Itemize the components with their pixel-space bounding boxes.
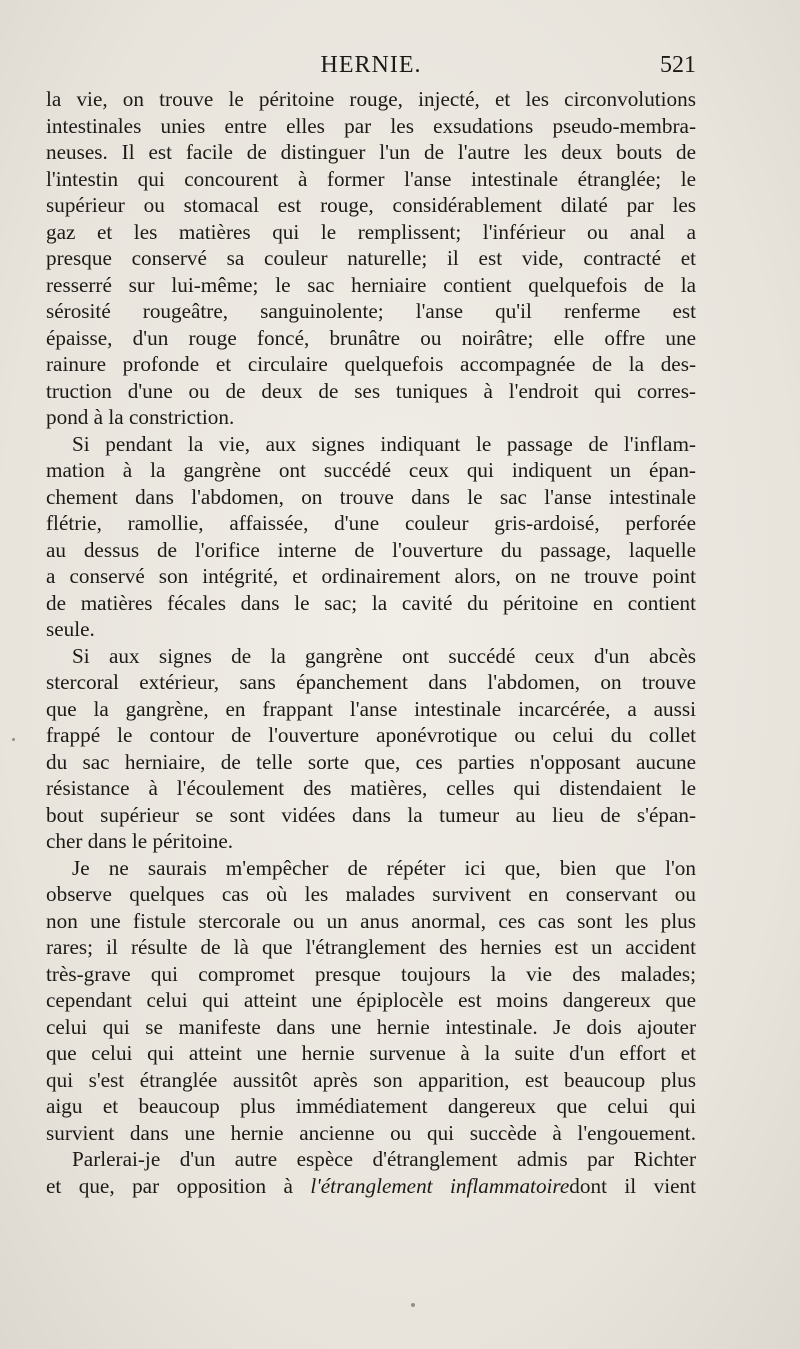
text-run: et que, par opposition à (46, 1173, 311, 1198)
text-line: résistance à l'écoulement des matières, celles qui distendaient le (46, 776, 696, 800)
text-line: épaisse, d'un rouge foncé, brunâtre ou noirâtre; elle offre une (46, 325, 696, 350)
page-header (46, 46, 696, 86)
text-line: frappé le contour de l'ouverture aponévrotique ou celui du collet (46, 723, 696, 747)
paragraph-4 (46, 855, 696, 1147)
running-head: HERNIE. (320, 52, 422, 78)
text-line: a conservé son intégrité, et ordinairement alors, on ne trouve point (46, 564, 696, 588)
text-line: rainure profonde et circulaire quelquefois accompagnée de la des- (46, 352, 696, 376)
text-line: neuses. Il est facile de distinguer l'un de l'autre les deux bouts de (46, 140, 696, 164)
body-text (46, 86, 696, 1199)
text-line: presque conservé sa couleur naturelle; il est vide, contracté et (46, 246, 696, 270)
text-line: qui s'est étranglée aussitôt après son apparition, est beaucoup plus (46, 1067, 696, 1092)
text-line: stercoral extérieur, sans épanchement dans l'abdomen, on trouve (46, 670, 696, 694)
text-line: Si aux signes de la gangrène ont succédé ceux d'un abcès (72, 643, 696, 668)
text-line: observe quelques cas où les malades survivent en conservant ou (46, 882, 696, 906)
text-run: dont il vient (569, 1173, 696, 1198)
text-line: l'intestin qui concourent à former l'anse intestinale étranglée; le (46, 166, 696, 191)
text-line: mation à la gangrène ont succédé ceux qui indiquent un épan- (46, 458, 696, 482)
text-line: flétrie, ramollie, affaissée, d'une couleur gris-ardoisé, perforée (46, 511, 696, 535)
text-line: chement dans l'abdomen, on trouve dans le sac l'anse intestinale (46, 484, 696, 509)
text-line: intestinales unies entre elles par les exsudations pseudo-membra- (46, 113, 696, 138)
text-line: de matières fécales dans le sac; la cavité du péritoine en contient (46, 590, 696, 615)
text-line: Si pendant la vie, aux signes indiquant le passage de l'inflam- (72, 431, 696, 456)
text-line: Parlerai-je d'un autre espèce d'étranglement admis par Richter (72, 1147, 696, 1171)
paragraph-3 (46, 643, 696, 855)
text-line: très-grave qui compromet presque toujours la vie des malades; (46, 961, 696, 986)
ink-speck (12, 738, 15, 741)
text-line: non une fistule stercorale ou un anus anormal, ces cas sont les plus (46, 908, 696, 933)
text-line: truction d'une ou de deux de ses tuniques à l'endroit qui corres- (46, 378, 696, 403)
text-line: seule. (46, 617, 95, 641)
text-line-mixed (46, 1173, 696, 1200)
text-line: du sac herniaire, de telle sorte que, ces parties n'opposant aucune (46, 749, 696, 774)
text-line: gaz et les matières qui le remplissent; l'inférieur ou anal a (46, 219, 696, 244)
text-line: resserré sur lui-même; le sac herniaire contient quelquefois de la (46, 272, 696, 297)
text-line: aigu et beaucoup plus immédiatement dangereux que celui qui (46, 1094, 696, 1118)
text-line: celui qui se manifeste dans une hernie intestinale. Je dois ajouter (46, 1014, 696, 1039)
text-line: pond à la constriction. (46, 405, 235, 429)
text-line: supérieur ou stomacal est rouge, considérablement dilaté par les (46, 193, 696, 217)
ink-speck (411, 1303, 415, 1307)
text-line: au dessus de l'orifice interne de l'ouverture du passage, laquelle (46, 537, 696, 562)
text-line: survient dans une hernie ancienne ou qui succède à l'engouement. (46, 1120, 696, 1145)
text-line: cependant celui qui atteint une épiplocèle est moins dangereux que (46, 988, 696, 1012)
text-line: bout supérieur se sont vidées dans la tumeur au lieu de s'épan- (46, 802, 696, 827)
italic-term: l'étranglement inflammatoire (310, 1173, 570, 1198)
text-line: que la gangrène, en frappant l'anse intestinale incarcérée, a aussi (46, 696, 696, 721)
paragraph-5 (46, 1146, 696, 1199)
text-line: rares; il résulte de là que l'étranglement des hernies est un accident (46, 935, 696, 959)
text-line: cher dans le péritoine. (46, 829, 234, 853)
paragraph-1 (46, 86, 696, 431)
text-line: Je ne saurais m'empêcher de répéter ici que, bien que l'on (72, 855, 696, 880)
paragraph-2 (46, 431, 696, 643)
text-line: sérosité rougeâtre, sanguinolente; l'anse qu'il renferme est (46, 299, 696, 323)
text-line: la vie, on trouve le péritoine rouge, injecté, et les circonvolutions (46, 87, 696, 111)
page-number: 521 (660, 52, 696, 78)
text-line: que celui qui atteint une hernie survenue à la suite d'un effort et (46, 1041, 696, 1065)
